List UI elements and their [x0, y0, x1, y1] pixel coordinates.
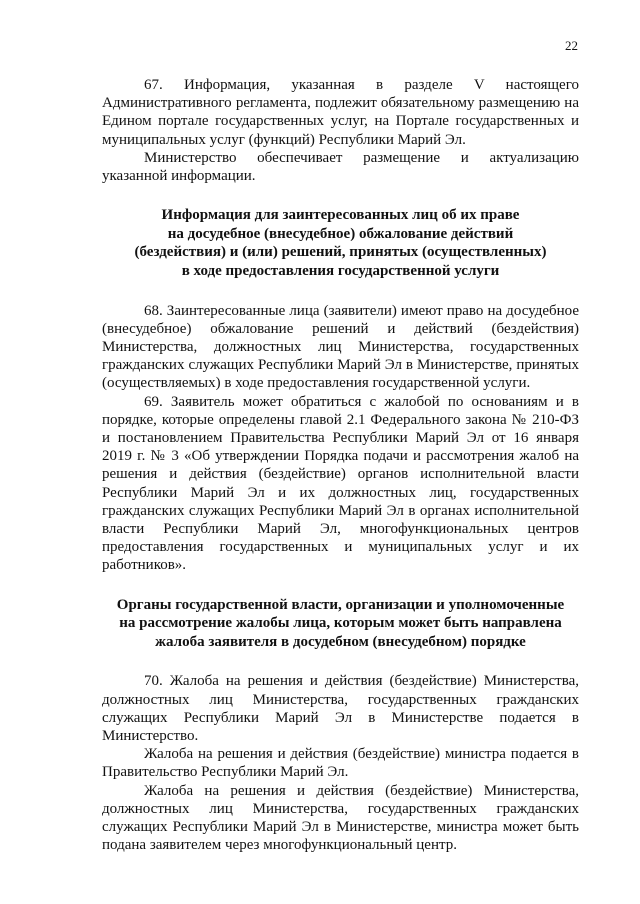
paragraph-68: 68. Заинтересованные лица (заявители) имеют право на досудебное (внесудебное) обжалование решений и действий (бездействия) Министерства, должностных лиц Министерства, государственных гражданских служащих Республики Марий Эл в Министерстве, принятых (осуществляемых) в ходе предоставления государственной услуги.: [102, 302, 579, 392]
heading-line: Органы государственной власти, организации и уполномоченные: [116, 596, 565, 613]
page-content: [102, 76, 579, 854]
section-heading-authorities: [102, 596, 579, 652]
paragraph-ministry-info: Министерство обеспечивает размещение и актуализацию указанной информации.: [102, 149, 579, 185]
paragraph-mfc-complaint: Жалоба на решения и действия (бездействие) Министерства, должностных лиц Министерства, государственных гражданских служащих Республики Марий Эл в Министерстве, министра может быть подана заявителем через многофункциональный центр.: [102, 782, 579, 854]
heading-line: на досудебное (внесудебное) обжалование действий: [167, 225, 514, 242]
heading-line: Информация для заинтересованных лиц об их праве: [161, 207, 520, 224]
paragraph-69: 69. Заявитель может обратиться с жалобой по основаниям и в порядке, которые определены главой 2.1 Федерального закона № 210-ФЗ и постановлением Правительства Республики Марий Эл от 16 января 2019 г. № 3 «Об утверждении Порядка подачи и рассмотрения жалоб на решения и действия (бездействие) органов исполнительной власти Республики Марий Эл и их должностных лиц, государственных гражданских служащих Республики Марий Эл в органах исполнительной власти Республики Марий Эл, многофункциональных центров предоставления государственных и муниципальных услуг и их работников».: [102, 393, 579, 574]
section-heading-appeal-rights: [102, 206, 579, 280]
paragraph-70: 70. Жалоба на решения и действия (бездействие) Министерства, должностных лиц Министерства, государственных гражданских служащих Республики Марий Эл в Министерстве подается в Министерство.: [102, 673, 579, 745]
paragraph-67: 67. Информация, указанная в разделе V настоящего Административного регламента, подлежит обязательному размещению на Едином портале государственных услуг, на Портале государственных и муниципальных услуг (функций) Республики Марий Эл.: [102, 77, 579, 148]
heading-line: в ходе предоставления государственной услуги: [181, 263, 500, 279]
heading-line: жалоба заявителя в досудебном (внесудебном) порядке: [155, 633, 526, 650]
page-number: 22: [565, 38, 578, 53]
paragraph-minister-complaint: Жалоба на решения и действия (бездействие) министра подается в Правительство Республики Марий Эл.: [102, 746, 579, 781]
heading-line: (бездействия) и (или) решений, принятых (осуществленных): [134, 244, 547, 261]
heading-line: на рассмотрение жалобы лица, которым может быть направлена: [119, 615, 562, 632]
